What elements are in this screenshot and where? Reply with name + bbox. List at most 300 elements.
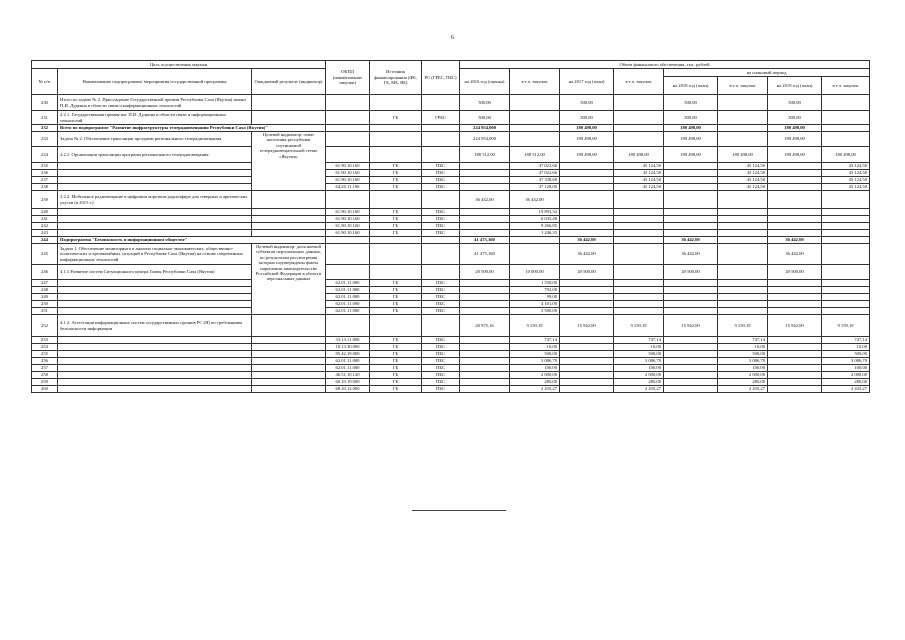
amount-cell: 20 500,00 (768, 265, 822, 280)
okpd-code (326, 315, 370, 337)
row-number: 246 (32, 265, 58, 280)
amount-cell: 45 124,50 (718, 163, 768, 170)
amount-cell: 1 550,00 (510, 280, 560, 287)
row-number: 248 (32, 287, 58, 294)
amount-cell (460, 351, 510, 358)
amount-cell: 2 435,27 (718, 386, 768, 393)
amount-cell: 9 159,19 (510, 315, 560, 337)
amount-cell: 280,00 (718, 379, 768, 386)
amount-cell (664, 351, 718, 358)
rs-code (422, 147, 460, 163)
row-name (58, 163, 252, 170)
table-row (32, 177, 870, 184)
amount-cell: 100,00 (718, 365, 768, 372)
row-name: Задача 1. Обеспечение мониторинга и анализа социально-экономических, общественно-политических и чрезвычайных ситуаций в Республике Саха (Якутия) на основе современных информационных технологий (58, 244, 252, 265)
header-volume: Объем финансового обеспечения, тыс. рублей (460, 61, 870, 69)
amount-cell: 180 498,00 (614, 147, 664, 163)
row-name (58, 365, 252, 372)
funding-source (370, 125, 422, 132)
table-row (32, 230, 870, 237)
amount-cell (614, 95, 664, 111)
amount-cell: 36 442,00 (664, 244, 718, 265)
row-number: 254 (32, 344, 58, 351)
amount-cell (614, 301, 664, 308)
rs-code: ПБС (422, 184, 460, 191)
row-name (58, 170, 252, 177)
amount-cell: 747,14 (822, 337, 870, 344)
amount-cell (510, 125, 560, 132)
amount-cell (664, 337, 718, 344)
amount-cell (664, 230, 718, 237)
funding-source: ГБ (370, 170, 422, 177)
amount-cell (768, 372, 822, 379)
amount-cell (768, 351, 822, 358)
amount-cell (822, 95, 870, 111)
funding-source: ГБ (370, 358, 422, 365)
row-name: Всего по подпрограмме "Развитие инфраструктуры телерадиовещания Республики Саха (Якутия)" (58, 125, 326, 132)
table-row (32, 223, 870, 230)
amount-cell: 9 159,19 (718, 315, 768, 337)
amount-cell (614, 230, 664, 237)
header-incl: в т.ч. закупок (510, 69, 560, 95)
amount-cell (614, 287, 664, 294)
row-number: 247 (32, 280, 58, 287)
okpd-code: 61.90.10.160 (326, 223, 370, 230)
amount-cell (460, 294, 510, 301)
amount-cell: 20 500,00 (460, 265, 510, 280)
amount-cell: 500,00 (718, 351, 768, 358)
amount-cell (460, 386, 510, 393)
amount-cell: 500,00 (768, 111, 822, 125)
funding-source (370, 95, 422, 111)
amount-cell (718, 111, 768, 125)
expected-result: Целевой индикатор: охват населения республики спутниковой телерадиовещательной сетью «Якутия» (252, 132, 326, 191)
row-name: Подпрограмма "Безопасность в информационном обществе" (58, 237, 326, 244)
funding-source: ГБ (370, 280, 422, 287)
rs-code: ПБС (422, 280, 460, 287)
funding-source: ГБ (370, 294, 422, 301)
row-number: 241 (32, 216, 58, 223)
amount-cell: 20 500,00 (560, 265, 614, 280)
okpd-code (326, 237, 370, 244)
okpd-code: 61.90.10.160 (326, 230, 370, 237)
amount-cell (718, 237, 768, 244)
funding-source: ГБ (370, 111, 422, 125)
rs-code: ПБС (422, 379, 460, 386)
amount-cell (664, 379, 718, 386)
amount-cell: 41 475,160 (460, 244, 510, 265)
amount-cell (560, 287, 614, 294)
expected-result (252, 344, 326, 351)
amount-cell (560, 301, 614, 308)
okpd-code: 62.01.11.000 (326, 280, 370, 287)
amount-cell (664, 294, 718, 301)
amount-cell (718, 209, 768, 216)
amount-cell: 9 159,19 (614, 315, 664, 337)
row-name: 2.2.1. Государственная премия им. П.И. Дудкина в области связи и информационных технологий (58, 111, 252, 125)
amount-cell: 280,00 (822, 379, 870, 386)
amount-cell (768, 287, 822, 294)
funding-source (370, 265, 422, 280)
funding-source: ГБ (370, 308, 422, 315)
amount-cell (560, 358, 614, 365)
expected-result (252, 379, 326, 386)
funding-source: ГБ (370, 379, 422, 386)
amount-cell (614, 280, 664, 287)
amount-cell: 2 435,27 (614, 386, 664, 393)
rs-code: ПБС (422, 223, 460, 230)
amount-cell: 10,00 (718, 344, 768, 351)
rs-code: ПБС (422, 294, 460, 301)
expected-result: Целевой индикатор: доля наемой субъектов персональных данных, по результатам рассмотрения которых подтверждены факты нарушения законодательства Российской Федерации в области персональных данных (252, 244, 326, 315)
amount-cell: 2 000,00 (718, 372, 768, 379)
amount-cell (664, 177, 718, 184)
amount-cell (460, 223, 510, 230)
amount-cell: 100,00 (822, 365, 870, 372)
amount-cell (664, 365, 718, 372)
amount-cell (664, 209, 718, 216)
amount-cell (768, 365, 822, 372)
amount-cell (768, 344, 822, 351)
rs-code (422, 315, 460, 337)
rs-code: ПБС (422, 170, 460, 177)
amount-cell: 45 124,50 (718, 177, 768, 184)
amount-cell (510, 95, 560, 111)
amount-cell (822, 294, 870, 301)
amount-cell (460, 372, 510, 379)
okpd-code (326, 265, 370, 280)
table-row (32, 386, 870, 393)
expected-result (252, 337, 326, 344)
row-number: 256 (32, 358, 58, 365)
row-number: 260 (32, 386, 58, 393)
amount-cell (718, 294, 768, 301)
amount-cell (822, 301, 870, 308)
amount-cell (768, 177, 822, 184)
amount-cell (460, 358, 510, 365)
rs-code: ПБС (422, 209, 460, 216)
row-number: 242 (32, 223, 58, 230)
rs-code: ПБС (422, 177, 460, 184)
amount-cell: 20 975,16 (460, 315, 510, 337)
amount-cell: 19 893,32 (510, 209, 560, 216)
amount-cell (768, 308, 822, 315)
amount-cell (560, 230, 614, 237)
funding-source (370, 191, 422, 209)
row-number: 237 (32, 177, 58, 184)
row-name (58, 287, 252, 294)
okpd-code: 46.51.10.120 (326, 372, 370, 379)
amount-cell (718, 265, 768, 280)
amount-cell (614, 125, 664, 132)
amount-cell (460, 344, 510, 351)
amount-cell (718, 132, 768, 147)
row-name (58, 344, 252, 351)
amount-cell (822, 230, 870, 237)
table-row (32, 372, 870, 379)
amount-cell: 180 498,00 (560, 147, 614, 163)
amount-cell: 45 124,50 (614, 163, 664, 170)
amount-cell: 45 124,50 (614, 184, 664, 191)
okpd-code (326, 147, 370, 163)
amount-cell (510, 237, 560, 244)
amount-cell (560, 344, 614, 351)
amount-cell (664, 372, 718, 379)
amount-cell: 15 942,00 (664, 315, 718, 337)
amount-cell: 99,00 (510, 294, 560, 301)
amount-cell: 280,00 (510, 379, 560, 386)
amount-cell: 9 266,85 (510, 223, 560, 230)
amount-cell (460, 308, 510, 315)
table-row (32, 237, 870, 244)
row-number: 257 (32, 365, 58, 372)
header-expected: Ожидаемый результат (индикатор) (252, 69, 326, 95)
amount-cell: 792,00 (510, 287, 560, 294)
rs-code: ПБС (422, 230, 460, 237)
row-number: 259 (32, 379, 58, 386)
amount-cell: 9 159,19 (822, 315, 870, 337)
table-row (32, 280, 870, 287)
amount-cell (560, 216, 614, 223)
amount-cell: 2 000,00 (510, 372, 560, 379)
table-row (32, 95, 870, 111)
okpd-code: 61.90.10.160 (326, 163, 370, 170)
amount-cell (768, 230, 822, 237)
table-row (32, 191, 870, 209)
row-number: 234 (32, 147, 58, 163)
table-row (32, 125, 870, 132)
funding-source: ГБ (370, 372, 422, 379)
funding-source: ГБ (370, 386, 422, 393)
amount-cell: 45 124,50 (822, 177, 870, 184)
rs-code: ПБС (422, 337, 460, 344)
table-row (32, 184, 870, 191)
amount-cell (664, 308, 718, 315)
row-name (58, 308, 252, 315)
header-2016: на 2016 год (оценка) (460, 69, 510, 95)
rs-code: ПБС (422, 216, 460, 223)
amount-cell (560, 351, 614, 358)
okpd-code: 85.42.19.000 (326, 351, 370, 358)
okpd-code: 68.20.12.000 (326, 386, 370, 393)
amount-cell (822, 191, 870, 209)
amount-cell (768, 280, 822, 287)
funding-source: ГБ (370, 223, 422, 230)
amount-cell: 500,00 (560, 111, 614, 125)
amount-cell: 180 498,00 (560, 125, 614, 132)
page-number: 6 (451, 35, 454, 41)
amount-cell (768, 163, 822, 170)
table-row (32, 265, 870, 280)
amount-cell (718, 287, 768, 294)
amount-cell (664, 216, 718, 223)
row-number: 250 (32, 301, 58, 308)
amount-cell: 180 498,00 (768, 147, 822, 163)
amount-cell (822, 223, 870, 230)
amount-cell: 500,00 (664, 95, 718, 111)
rs-code (422, 125, 460, 132)
amount-cell: 3 086,79 (822, 358, 870, 365)
amount-cell: 224 954,000 (460, 125, 510, 132)
okpd-code: 62.01.11.000 (326, 308, 370, 315)
rs-code (422, 191, 460, 209)
amount-cell (664, 191, 718, 209)
row-name (58, 230, 252, 237)
funding-source: ГБ (370, 344, 422, 351)
rs-code: ПБС (422, 365, 460, 372)
expected-result (252, 230, 326, 237)
okpd-code (326, 132, 370, 147)
header-incl: в т.ч. закупок (822, 77, 870, 95)
amount-cell (614, 111, 664, 125)
header-goal: Цель осуществления закупки (32, 61, 326, 69)
amount-cell: 1 246,35 (510, 230, 560, 237)
table-row (32, 308, 870, 315)
rs-code (422, 132, 460, 147)
amount-cell: 10,00 (510, 344, 560, 351)
amount-cell (614, 216, 664, 223)
amount-cell: 500,00 (460, 111, 510, 125)
amount-cell: 747,14 (614, 337, 664, 344)
amount-cell: 100,00 (510, 365, 560, 372)
amount-cell: 45 124,50 (718, 170, 768, 177)
amount-cell (614, 223, 664, 230)
rs-code (422, 265, 460, 280)
header-no: № п/п (32, 69, 58, 95)
amount-cell (460, 184, 510, 191)
amount-cell (510, 111, 560, 125)
amount-cell (560, 177, 614, 184)
amount-cell (664, 287, 718, 294)
amount-cell (718, 191, 768, 209)
amount-cell: 2 000,00 (822, 372, 870, 379)
funding-source: ГБ (370, 365, 422, 372)
row-name: Итого по задаче № 2. Присуждение Государственной премии Республики Саха (Якутия) имени П.И. Дудкина в области связи и информационных технологий (58, 95, 252, 111)
amount-cell (460, 209, 510, 216)
rs-code (422, 237, 460, 244)
amount-cell: 100,00 (614, 365, 664, 372)
okpd-code (326, 95, 370, 111)
amount-cell (664, 280, 718, 287)
amount-cell (822, 132, 870, 147)
amount-cell (768, 358, 822, 365)
amount-cell (718, 308, 768, 315)
amount-cell (560, 294, 614, 301)
expected-result (252, 223, 326, 230)
amount-cell: 45 124,50 (614, 170, 664, 177)
row-name (58, 372, 252, 379)
amount-cell (560, 280, 614, 287)
amount-cell: 36 442,00 (560, 244, 614, 265)
amount-cell: 36 442,00 (460, 191, 510, 209)
header-okpd: ОКПД (наименование закупки) (326, 61, 370, 95)
rs-code: ПБС (422, 301, 460, 308)
amount-cell (664, 301, 718, 308)
amount-cell (614, 237, 664, 244)
funding-source: ГБ (370, 177, 422, 184)
table-row (32, 365, 870, 372)
table-row (32, 132, 870, 147)
amount-cell: 2 000,00 (614, 372, 664, 379)
amount-cell (560, 379, 614, 386)
amount-cell: 500,00 (560, 95, 614, 111)
amount-cell (664, 223, 718, 230)
amount-cell: 180 498,00 (768, 125, 822, 132)
row-number: 235 (32, 163, 58, 170)
amount-cell (614, 294, 664, 301)
amount-cell: 36 442,00 (768, 237, 822, 244)
amount-cell (560, 308, 614, 315)
amount-cell: 3 086,79 (718, 358, 768, 365)
row-name (58, 351, 252, 358)
expected-result (252, 351, 326, 358)
amount-cell: 20 500,00 (664, 265, 718, 280)
amount-cell (614, 244, 664, 265)
header-2017: на 2017 год (план) (560, 69, 614, 95)
amount-cell: 45 124,50 (718, 184, 768, 191)
row-name: 4.1.2. Аттестация информационных систем государственных органов РС (Я) по требованиям безопасности информации (58, 315, 252, 337)
amount-cell (460, 280, 510, 287)
table-row (32, 294, 870, 301)
amount-cell: 47 338,68 (510, 177, 560, 184)
row-number: 239 (32, 191, 58, 209)
amount-cell: 500,00 (460, 95, 510, 111)
table-row (32, 351, 870, 358)
amount-cell (768, 337, 822, 344)
header-rs: РС (ГРБС, ПБС) (422, 61, 460, 95)
amount-cell: 10,00 (822, 344, 870, 351)
amount-cell (822, 111, 870, 125)
expected-result (252, 358, 326, 365)
funding-source: ГБ (370, 287, 422, 294)
funding-source: ГБ (370, 351, 422, 358)
amount-cell: 500,00 (822, 351, 870, 358)
amount-cell (822, 287, 870, 294)
amount-cell (560, 163, 614, 170)
row-number: 245 (32, 244, 58, 265)
header-2018: на 2018 год (план) (664, 77, 718, 95)
amount-cell (664, 170, 718, 177)
funding-source (370, 315, 422, 337)
expected-result (252, 216, 326, 223)
amount-cell: 180 498,00 (664, 132, 718, 147)
row-name (58, 301, 252, 308)
amount-cell: 45 124,50 (614, 177, 664, 184)
expected-result (252, 315, 326, 337)
okpd-code (326, 191, 370, 209)
amount-cell: 500,00 (510, 351, 560, 358)
amount-cell (768, 301, 822, 308)
okpd-code: 62.01.11.000 (326, 287, 370, 294)
funding-source (370, 244, 422, 265)
header-2019: на 2019 год (план) (768, 77, 822, 95)
header-source: Источник финансирования (ФБ, ГБ, МБ, ВБ) (370, 61, 422, 95)
row-name (58, 184, 252, 191)
okpd-code: 61.90.10.160 (326, 177, 370, 184)
row-name (58, 358, 252, 365)
amount-cell (718, 223, 768, 230)
amount-cell (560, 223, 614, 230)
amount-cell (718, 301, 768, 308)
amount-cell: 180 498,00 (768, 132, 822, 147)
rs-code: ПБС (422, 308, 460, 315)
amount-cell (510, 132, 560, 147)
okpd-code: 61.90.10.160 (326, 209, 370, 216)
rs-code: ПБС (422, 344, 460, 351)
row-number: 252 (32, 315, 58, 337)
expected-result (252, 191, 326, 209)
row-number: 253 (32, 337, 58, 344)
